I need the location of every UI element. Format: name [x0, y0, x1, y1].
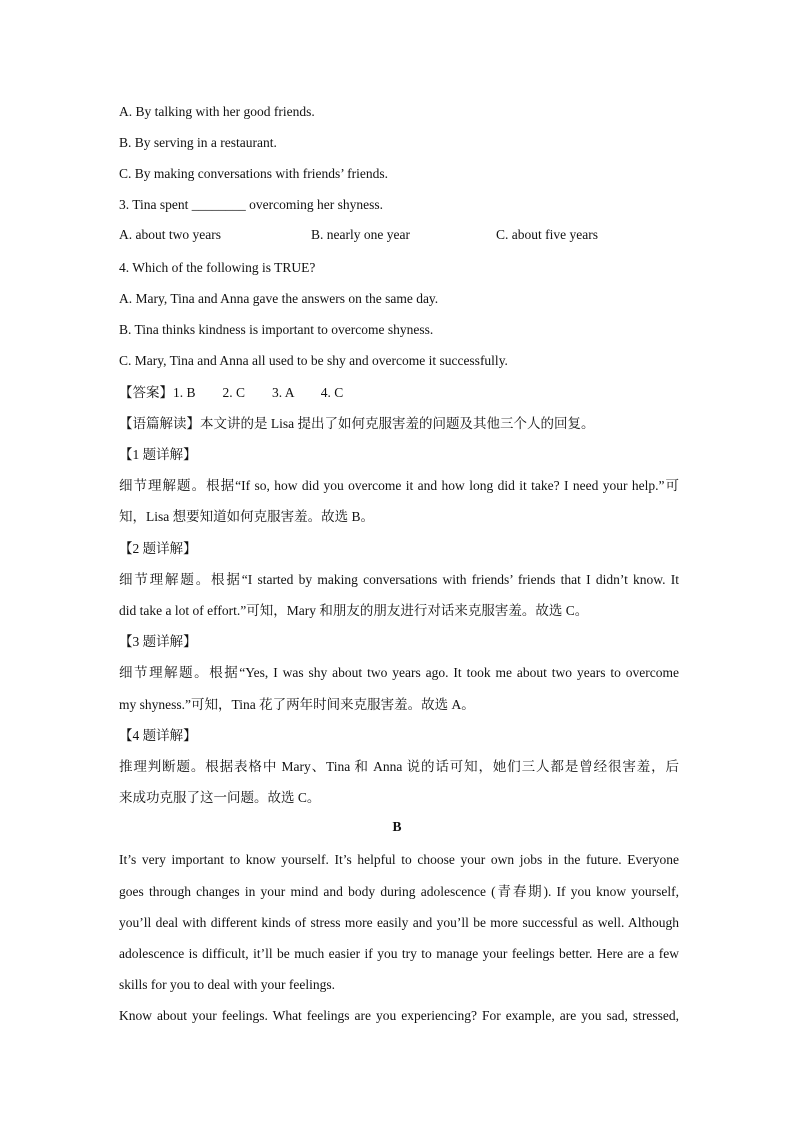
question-3: 3. Tina spent ________ overcoming her shyness.: [119, 197, 383, 212]
q4-option-a: A. Mary, Tina and Anna gave the answers on the same day.: [119, 291, 439, 306]
q3-options: [119, 227, 679, 247]
question-4: 4. Which of the following is TRUE?: [119, 260, 316, 275]
detail-4-heading: 【4 题详解】: [119, 728, 197, 743]
section-b-line-4: adolescence is difficult, it’ll be much easier if you try to manage your feelings better. Here are a few: [119, 946, 679, 961]
detail-3-heading: 【3 题详解】: [119, 634, 197, 649]
passage-summary: 【语篇解读】本文讲的是 Lisa 提出了如何克服害羞的问题及其他三个人的回复。: [119, 416, 595, 431]
q2-option-c: C. By making conversations with friends’ friends.: [119, 166, 388, 181]
section-b-line-1: It’s very important to know yourself. It’s helpful to choose your own jobs in the future. Everyone: [119, 852, 679, 867]
q2-option-b: B. By serving in a restaurant.: [119, 135, 277, 150]
detail-2-line-1: 细节理解题。根据“I started by making conversations with friends’ friends that I didn’t know. It: [119, 572, 679, 587]
section-b-title: B: [392, 819, 402, 834]
answer-key: 【答案】1. B 2. C 3. A 4. C: [119, 385, 344, 400]
section-b-line-5: skills for you to deal with your feelings.: [119, 977, 335, 992]
detail-3-line-2: my shyness.”可知，Tina 花了两年时间来克服害羞。故选 A。: [119, 697, 475, 712]
q4-option-c: C. Mary, Tina and Anna all used to be shy and overcome it successfully.: [119, 353, 508, 368]
q3-option-a: A. about two years: [119, 227, 221, 242]
detail-2-line-2: did take a lot of effort.”可知，Mary 和朋友的朋友进行对话来克服害羞。故选 C。: [119, 603, 589, 618]
detail-2-heading: 【2 题详解】: [119, 541, 197, 556]
detail-1-line-2: 知，Lisa 想要知道如何克服害羞。故选 B。: [119, 509, 374, 524]
detail-4-line-2: 来成功克服了这一问题。故选 C。: [119, 790, 321, 805]
q3-option-c: C. about five years: [496, 227, 598, 242]
q4-option-b: B. Tina thinks kindness is important to overcome shyness.: [119, 322, 434, 337]
detail-1-line-1: 细节理解题。根据“If so, how did you overcome it and how long did it take? I need your help.”可: [119, 478, 679, 493]
detail-3-line-1: 细节理解题。根据“Yes, I was shy about two years ago. It took me about two years to overcome: [119, 665, 679, 680]
q3-option-b: B. nearly one year: [311, 227, 410, 242]
q2-option-a: A. By talking with her good friends.: [119, 104, 315, 119]
detail-1-heading: 【1 题详解】: [119, 447, 197, 462]
section-b-line-6: Know about your feelings. What feelings are you experiencing? For example, are you sad, stressed,: [119, 1008, 679, 1023]
section-b-line-3: you’ll deal with different kinds of stress more easily and you’ll be more successful as well. Although: [119, 915, 679, 930]
section-b-line-2: goes through changes in your mind and body during adolescence (青春期). If you know yourself,: [119, 884, 679, 899]
detail-4-line-1: 推理判断题。根据表格中 Mary、Tina 和 Anna 说的话可知，她们三人都是曾经很害羞，后: [119, 759, 679, 774]
